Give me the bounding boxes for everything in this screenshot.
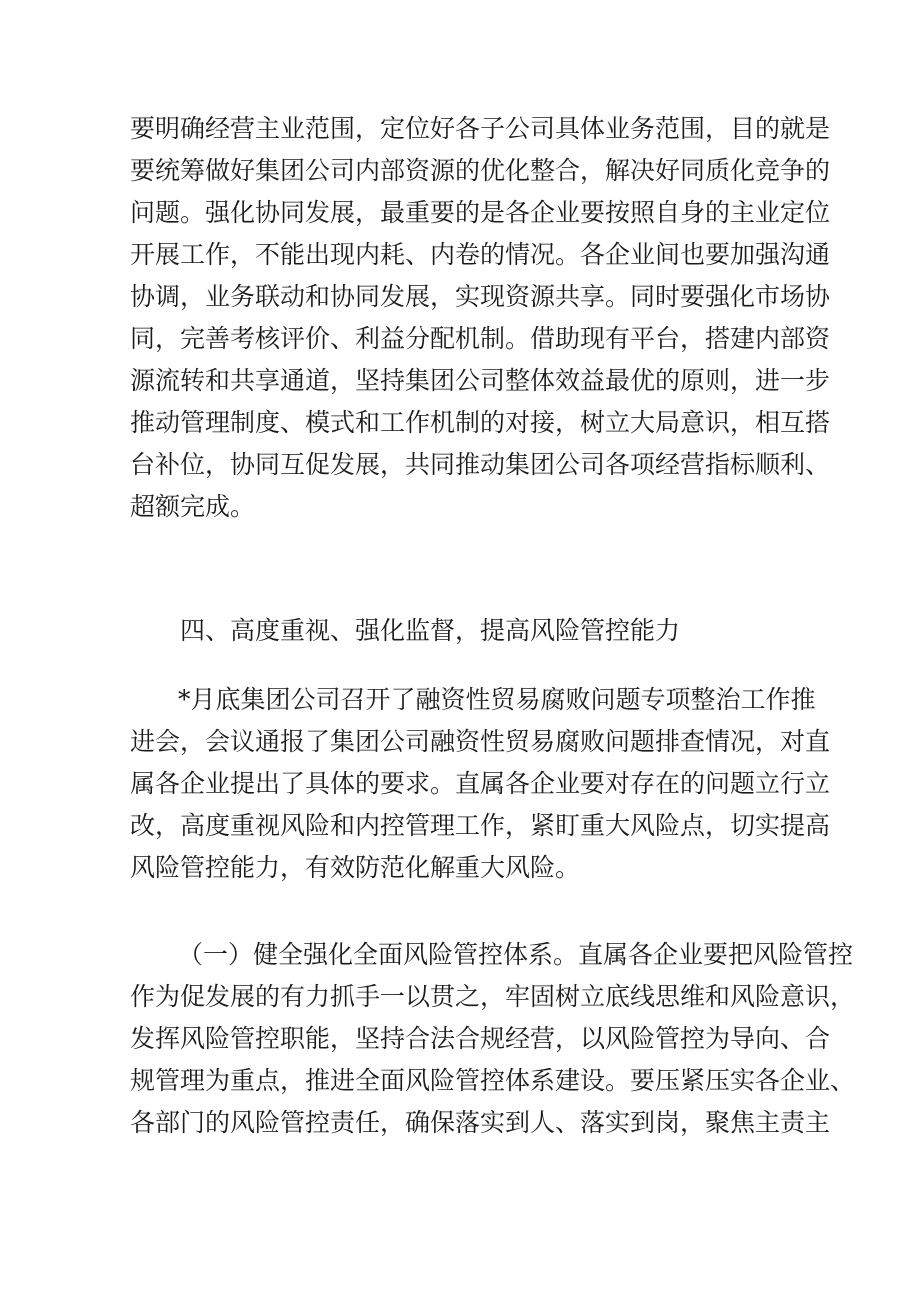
paragraph-line: 进会，会议通报了集团公司融资性贸易腐败问题排查情况，对直: [130, 727, 831, 756]
paragraph-line: 属各企业提出了具体的要求。直属各企业要对存在的问题立行立: [130, 769, 831, 798]
paragraph-line: 改，高度重视风险和内控管理工作，紧盯重大风险点，切实提高: [130, 811, 831, 840]
paragraph-3: [130, 934, 856, 1144]
paragraph-line: 要明确经营主业范围，定位好各子公司具体业务范围，目的就是: [130, 114, 831, 143]
paragraph-line: 规管理为重点，推进全面风险管控体系建设。要压紧压实各企业、: [130, 1066, 856, 1095]
paragraph-2: [130, 679, 831, 889]
paragraph-line: 问题。强化协同发展，最重要的是各企业要按照自身的主业定位: [130, 198, 831, 227]
paragraph-line: 超额完成。: [130, 492, 256, 521]
paragraph-line: 开展工作，不能出现内耗、内卷的情况。各企业间也要加强沟通: [130, 240, 831, 269]
paragraph-1: [130, 108, 831, 528]
paragraph-line: 要统筹做好集团公司内部资源的优化整合，解决好同质化竞争的: [130, 156, 831, 185]
paragraph-line: （一）健全强化全面风险管控体系。直属各企业要把风险管控: [178, 940, 854, 969]
paragraph-line: 作为促发展的有力抓手一以贯之，牢固树立底线思维和风险意识，: [130, 982, 856, 1011]
paragraph-line: 源流转和共享通道，坚持集团公司整体效益最优的原则，进一步: [130, 366, 831, 395]
paragraph-line: 各部门的风险管控责任，确保落实到人、落实到岗，聚焦主责主: [130, 1108, 831, 1137]
paragraph-line: 台补位，协同互促发展，共同推动集团公司各项经营指标顺利、: [130, 450, 831, 479]
paragraph-line: 风险管控能力，有效防范化解重大风险。: [130, 853, 581, 882]
paragraph-line: *月底集团公司召开了融资性贸易腐败问题专项整治工作推: [178, 685, 816, 714]
paragraph-line: 协调，业务联动和协同发展，实现资源共享。同时要强化市场协: [130, 282, 831, 311]
section-heading-block: [180, 610, 800, 652]
section-heading: 四、高度重视、强化监督，提高风险管控能力: [180, 616, 681, 645]
paragraph-line: 同，完善考核评价、利益分配机制。借助现有平台，搭建内部资: [130, 324, 831, 353]
paragraph-line: 发挥风险管控职能，坚持合法合规经营，以风险管控为导向、合: [130, 1024, 831, 1053]
paragraph-line: 推动管理制度、模式和工作机制的对接，树立大局意识，相互搭: [130, 408, 831, 437]
